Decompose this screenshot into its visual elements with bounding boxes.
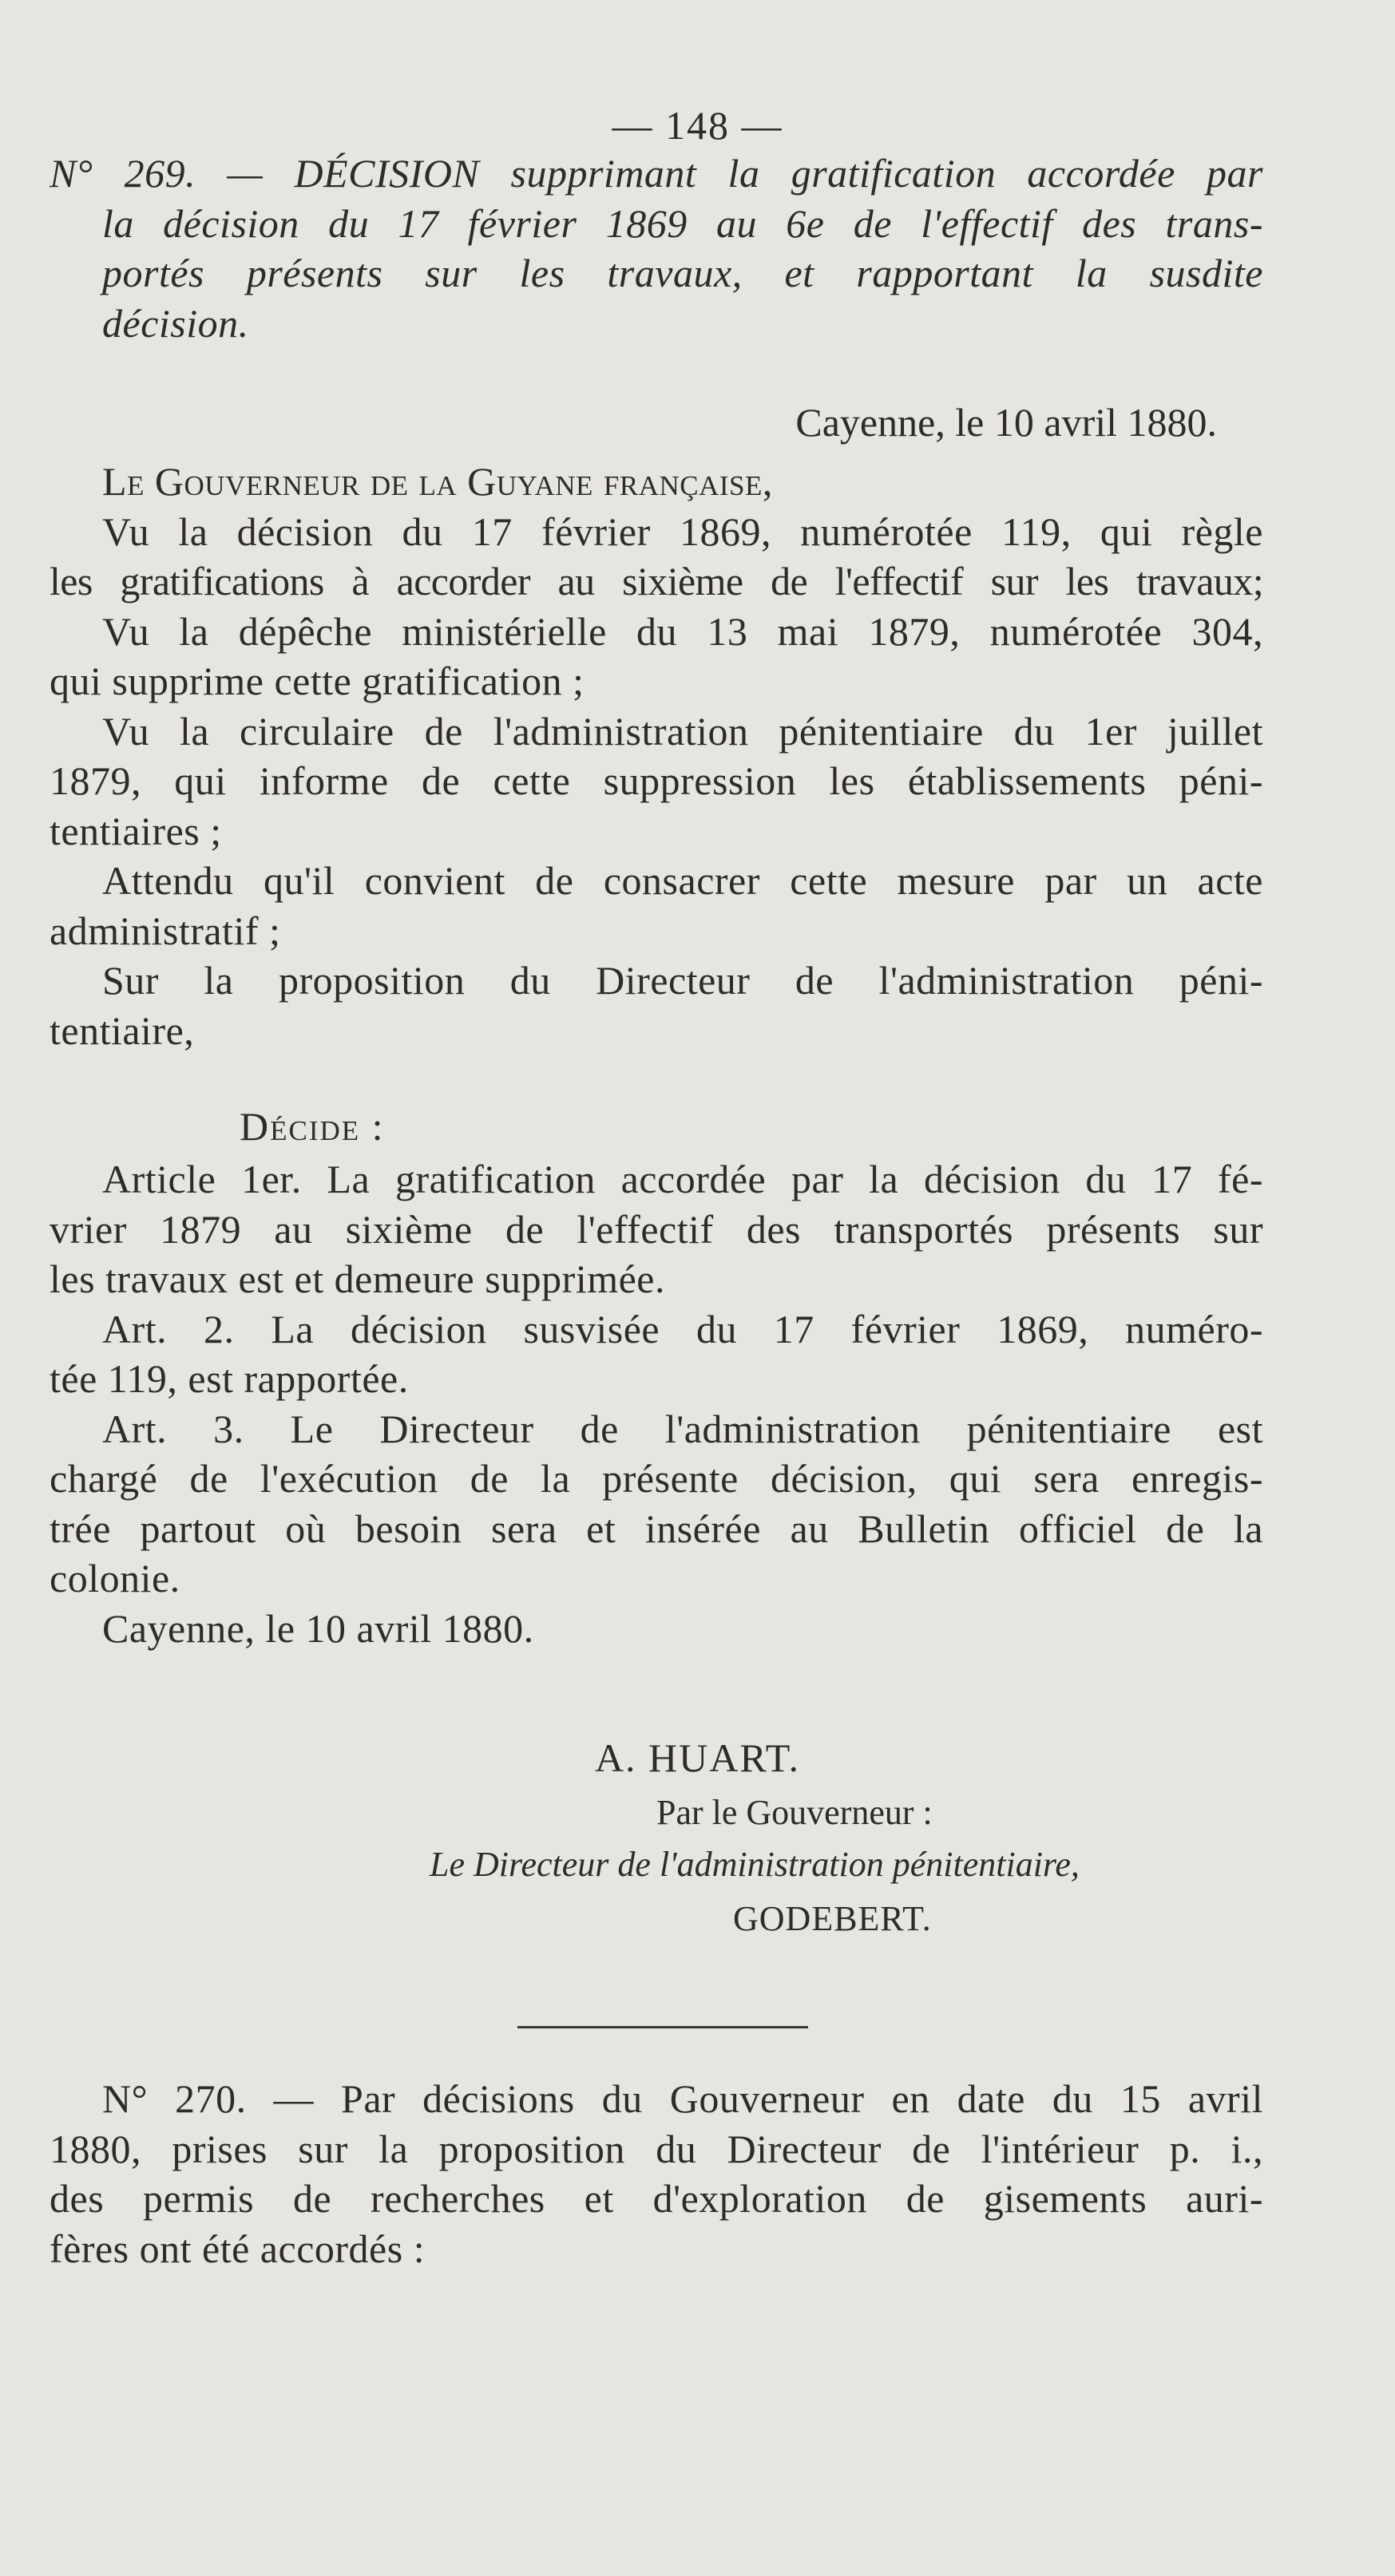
decision-270-line: fères ont été accordés : <box>50 2226 426 2271</box>
decision-270 <box>50 2074 1263 2273</box>
governor-signature: A. HUART. <box>594 1735 801 1780</box>
decide-heading: Décide : <box>240 1104 385 1149</box>
decision-269-heading <box>50 148 1263 348</box>
preamble-line: Vu la dépêche ministérielle du 13 mai 1879, numérotée 304, <box>102 608 1263 654</box>
preamble-line: Le Gouverneur de la Guyane française, <box>102 459 773 504</box>
countersign-title: Le Directeur de l'administration pénitentiaire, <box>430 1845 1080 1884</box>
preamble-line: Sur la proposition du Directeur de l'administration péni- <box>102 958 1263 1003</box>
heading-line: la décision du 17 février 1869 au 6e de l'effectif des trans- <box>102 200 1263 246</box>
countersign-name: GODEBERT. <box>733 1899 932 1938</box>
article-line: les travaux est et demeure supprimée. <box>50 1256 665 1301</box>
preamble-line: tentiaire, <box>50 1007 195 1053</box>
countersign-intro: Par le Gouverneur : <box>656 1793 933 1832</box>
article-line: tée 119, est rapportée. <box>50 1356 409 1401</box>
preamble-line: qui supprime cette gratification ; <box>50 659 585 703</box>
decision-270-line: 1880, prises sur la proposition du Directeur de l'intérieur p. i., <box>50 2126 1263 2171</box>
page-number: — 148 — <box>612 103 783 148</box>
article-line: Art. 2. La décision susvisée du 17 février 1869, numéro- <box>102 1306 1263 1351</box>
preamble-line: Vu la circulaire de l'administration pénitentiaire du 1er juillet <box>102 708 1263 754</box>
article-line: Cayenne, le 10 avril 1880. <box>102 1605 534 1651</box>
heading-line: décision. <box>102 300 249 346</box>
preamble-line: administratif ; <box>50 908 281 953</box>
decision-270-line: N° 270. — Par décisions du Gouverneur en date du 15 avril <box>102 2076 1263 2121</box>
preamble-line: Attendu qu'il convient de consacrer cette mesure par un acte <box>102 858 1263 903</box>
decision-269-articles <box>50 1154 1263 1653</box>
decision-270-line: des permis de recherches et d'exploration de gisements auri- <box>50 2176 1263 2221</box>
section-divider <box>517 2026 808 2028</box>
article-line: chargé de l'exécution de la présente décision, qui sera enregis- <box>50 1456 1263 1501</box>
article-line: trée partout où besoin sera et insérée au Bulletin officiel de la <box>50 1506 1263 1551</box>
preamble-line: les gratifications à accorder au sixième de l'effectif sur les travaux; <box>50 559 1263 603</box>
preamble-line: tentiaires ; <box>50 808 222 853</box>
preamble-line: Vu la décision du 17 février 1869, numérotée 119, qui règle <box>102 508 1263 554</box>
decision-269-dateline: Cayenne, le 10 avril 1880. <box>795 400 1217 445</box>
heading-line: portés présents sur les travaux, et rapportant la susdite <box>102 251 1263 295</box>
decision-269-preamble <box>50 457 1263 1055</box>
article-line: Article 1er. La gratification accordée par la décision du 17 fé- <box>102 1157 1263 1201</box>
article-line: colonie. <box>50 1556 180 1601</box>
article-line: Art. 3. Le Directeur de l'administration pénitentiaire est <box>102 1406 1263 1451</box>
preamble-line: 1879, qui informe de cette suppression les établissements péni- <box>50 758 1263 803</box>
article-line: vrier 1879 au sixième de l'effectif des transportés présents sur <box>50 1206 1263 1252</box>
heading-line: N° 269. — DÉCISION supprimant la gratification accordée par <box>50 151 1263 196</box>
